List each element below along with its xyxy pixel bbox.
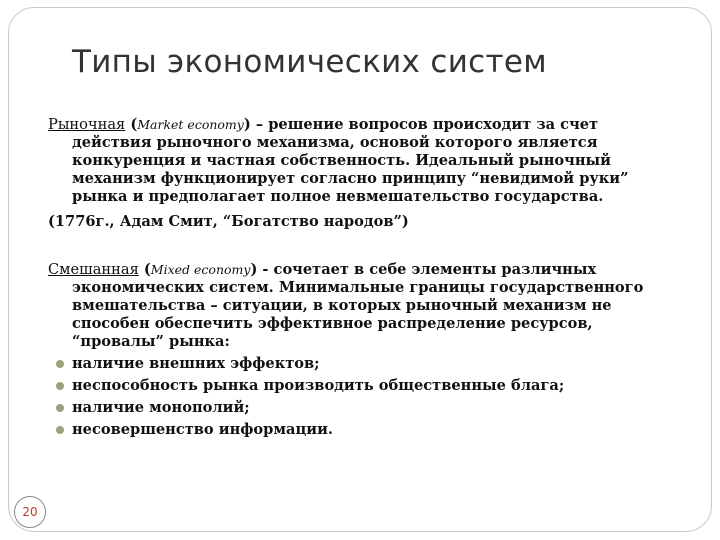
mixed-paren-open: ( (138, 261, 151, 278)
list-item: наличие монополий; (56, 399, 678, 417)
market-paren-open: ( (125, 116, 138, 133)
bullet-dot-icon (56, 382, 64, 390)
list-item: несовершенство информации. (56, 421, 678, 439)
market-term: Рыночная (48, 116, 126, 133)
mixed-paren-close: ) (250, 261, 258, 278)
slide-title: Типы экономических систем (72, 44, 547, 80)
market-definition: – решение вопросов происходит за счет действия рыночного механизма, основой которого является конкуренция и частная собственность. Идеальный рыночный механизм функционирует согласно принципу “невидимой руки” рынка и предполагает полное невмешательство государства. (72, 116, 629, 205)
mixed-term: Смешанная (48, 261, 139, 278)
slide-content (48, 116, 678, 439)
market-english: Market economy (137, 117, 244, 132)
list-item: наличие внешних эффектов; (56, 355, 678, 373)
bullet-dot-icon (56, 404, 64, 412)
mixed-definition: - сочетает в себе элементы различных экономических систем. Минимальные границы государственного вмешательства – ситуации, в которых рыночный механизм не способен обеспечить эффективное распределение ресурсов, “провалы” рынка: (72, 261, 644, 350)
market-paren-close: ) (243, 116, 251, 133)
page-number-badge: 20 (14, 496, 46, 528)
list-item: неспособность рынка производить общественные блага; (56, 377, 678, 395)
market-economy-paragraph (48, 116, 678, 206)
bullet-dot-icon (56, 426, 64, 434)
market-citation: (1776г., Адам Смит, “Богатство народов”) (48, 213, 409, 230)
bullet-dot-icon (56, 360, 64, 368)
mixed-economy-paragraph (48, 261, 678, 351)
mixed-english: Mixed economy (150, 262, 251, 277)
market-failures-list (48, 355, 678, 439)
